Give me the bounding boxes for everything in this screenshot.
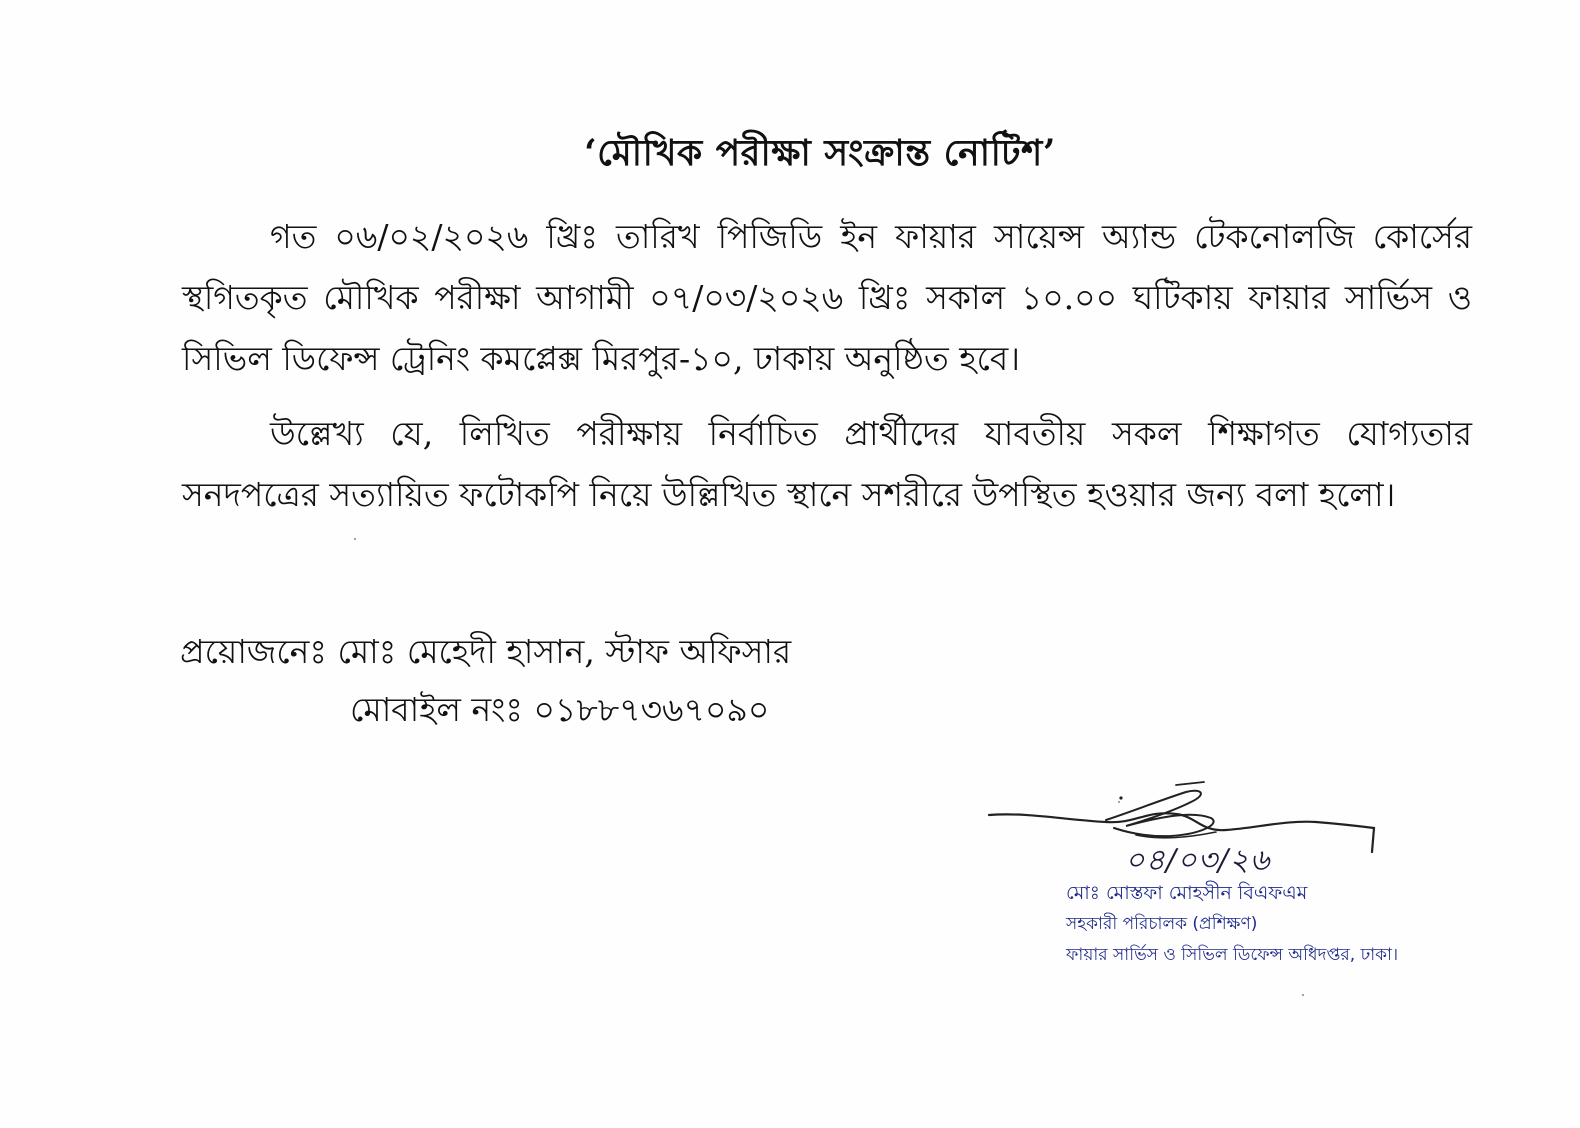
- signature-date: ০৪/০৩/২৬: [1125, 843, 1271, 878]
- scan-speck: [354, 538, 356, 540]
- notice-paragraph-1: [182, 206, 1472, 389]
- scan-speck: [1118, 801, 1120, 803]
- paragraph-1-text: গত ০৬/০২/২০২৬ খ্রিঃ তারিখ পিজিডি ইন ফায়ার সায়েন্স অ্যান্ড টেকনোলজি কোর্সের স্থগিতকৃত মৌখিক পরীক্ষা আগামী ০৭/০৩/২০২৬ খ্রিঃ সকাল ১০.০০ ঘটিকায় ফায়ার সার্ভিস ও সিভিল ডিফেন্স ট্রেনিং কমপ্লেক্স মিরপুর-১০, ঢাকায় অনুষ্ঠিত হবে।: [182, 217, 1472, 378]
- notice-title: ‘মৌখিক পরীক্ষা সংক্রান্ত নোটিশ’: [584, 132, 1056, 174]
- scan-speck: [1302, 994, 1304, 996]
- officer-stamp: [1066, 878, 1398, 971]
- officer-name: মোঃ মোস্তফা মোহসীন বিএফএম: [1066, 882, 1308, 904]
- officer-designation: সহকারী পরিচালক (প্রশিক্ষণ): [1066, 914, 1258, 934]
- contact-block: [180, 623, 791, 739]
- officer-office: ফায়ার সার্ভিস ও সিভিল ডিফেন্স অধিদপ্তর, ঢাকা।: [1066, 945, 1399, 965]
- contact-person: প্রয়োজনেঃ মোঃ মেহেদী হাসান, স্টাফ অফিসার: [180, 632, 792, 671]
- notice-paragraph-2: [182, 403, 1472, 525]
- paragraph-2-text: উল্লেখ্য যে, লিখিত পরীক্ষায় নির্বাচিত প্রার্থীদের যাবতীয় সকল শিক্ষাগত যোগ্যতার সনদপত্রের সত্যায়িত ফটোকপি নিয়ে উল্লিখিত স্থানে সশরীরে উপস্থিত হওয়ার জন্য বলা হলো।: [182, 414, 1472, 514]
- contact-mobile: মোবাইল নংঃ ০১৮৮৭৩৬৭০৯০: [350, 690, 770, 729]
